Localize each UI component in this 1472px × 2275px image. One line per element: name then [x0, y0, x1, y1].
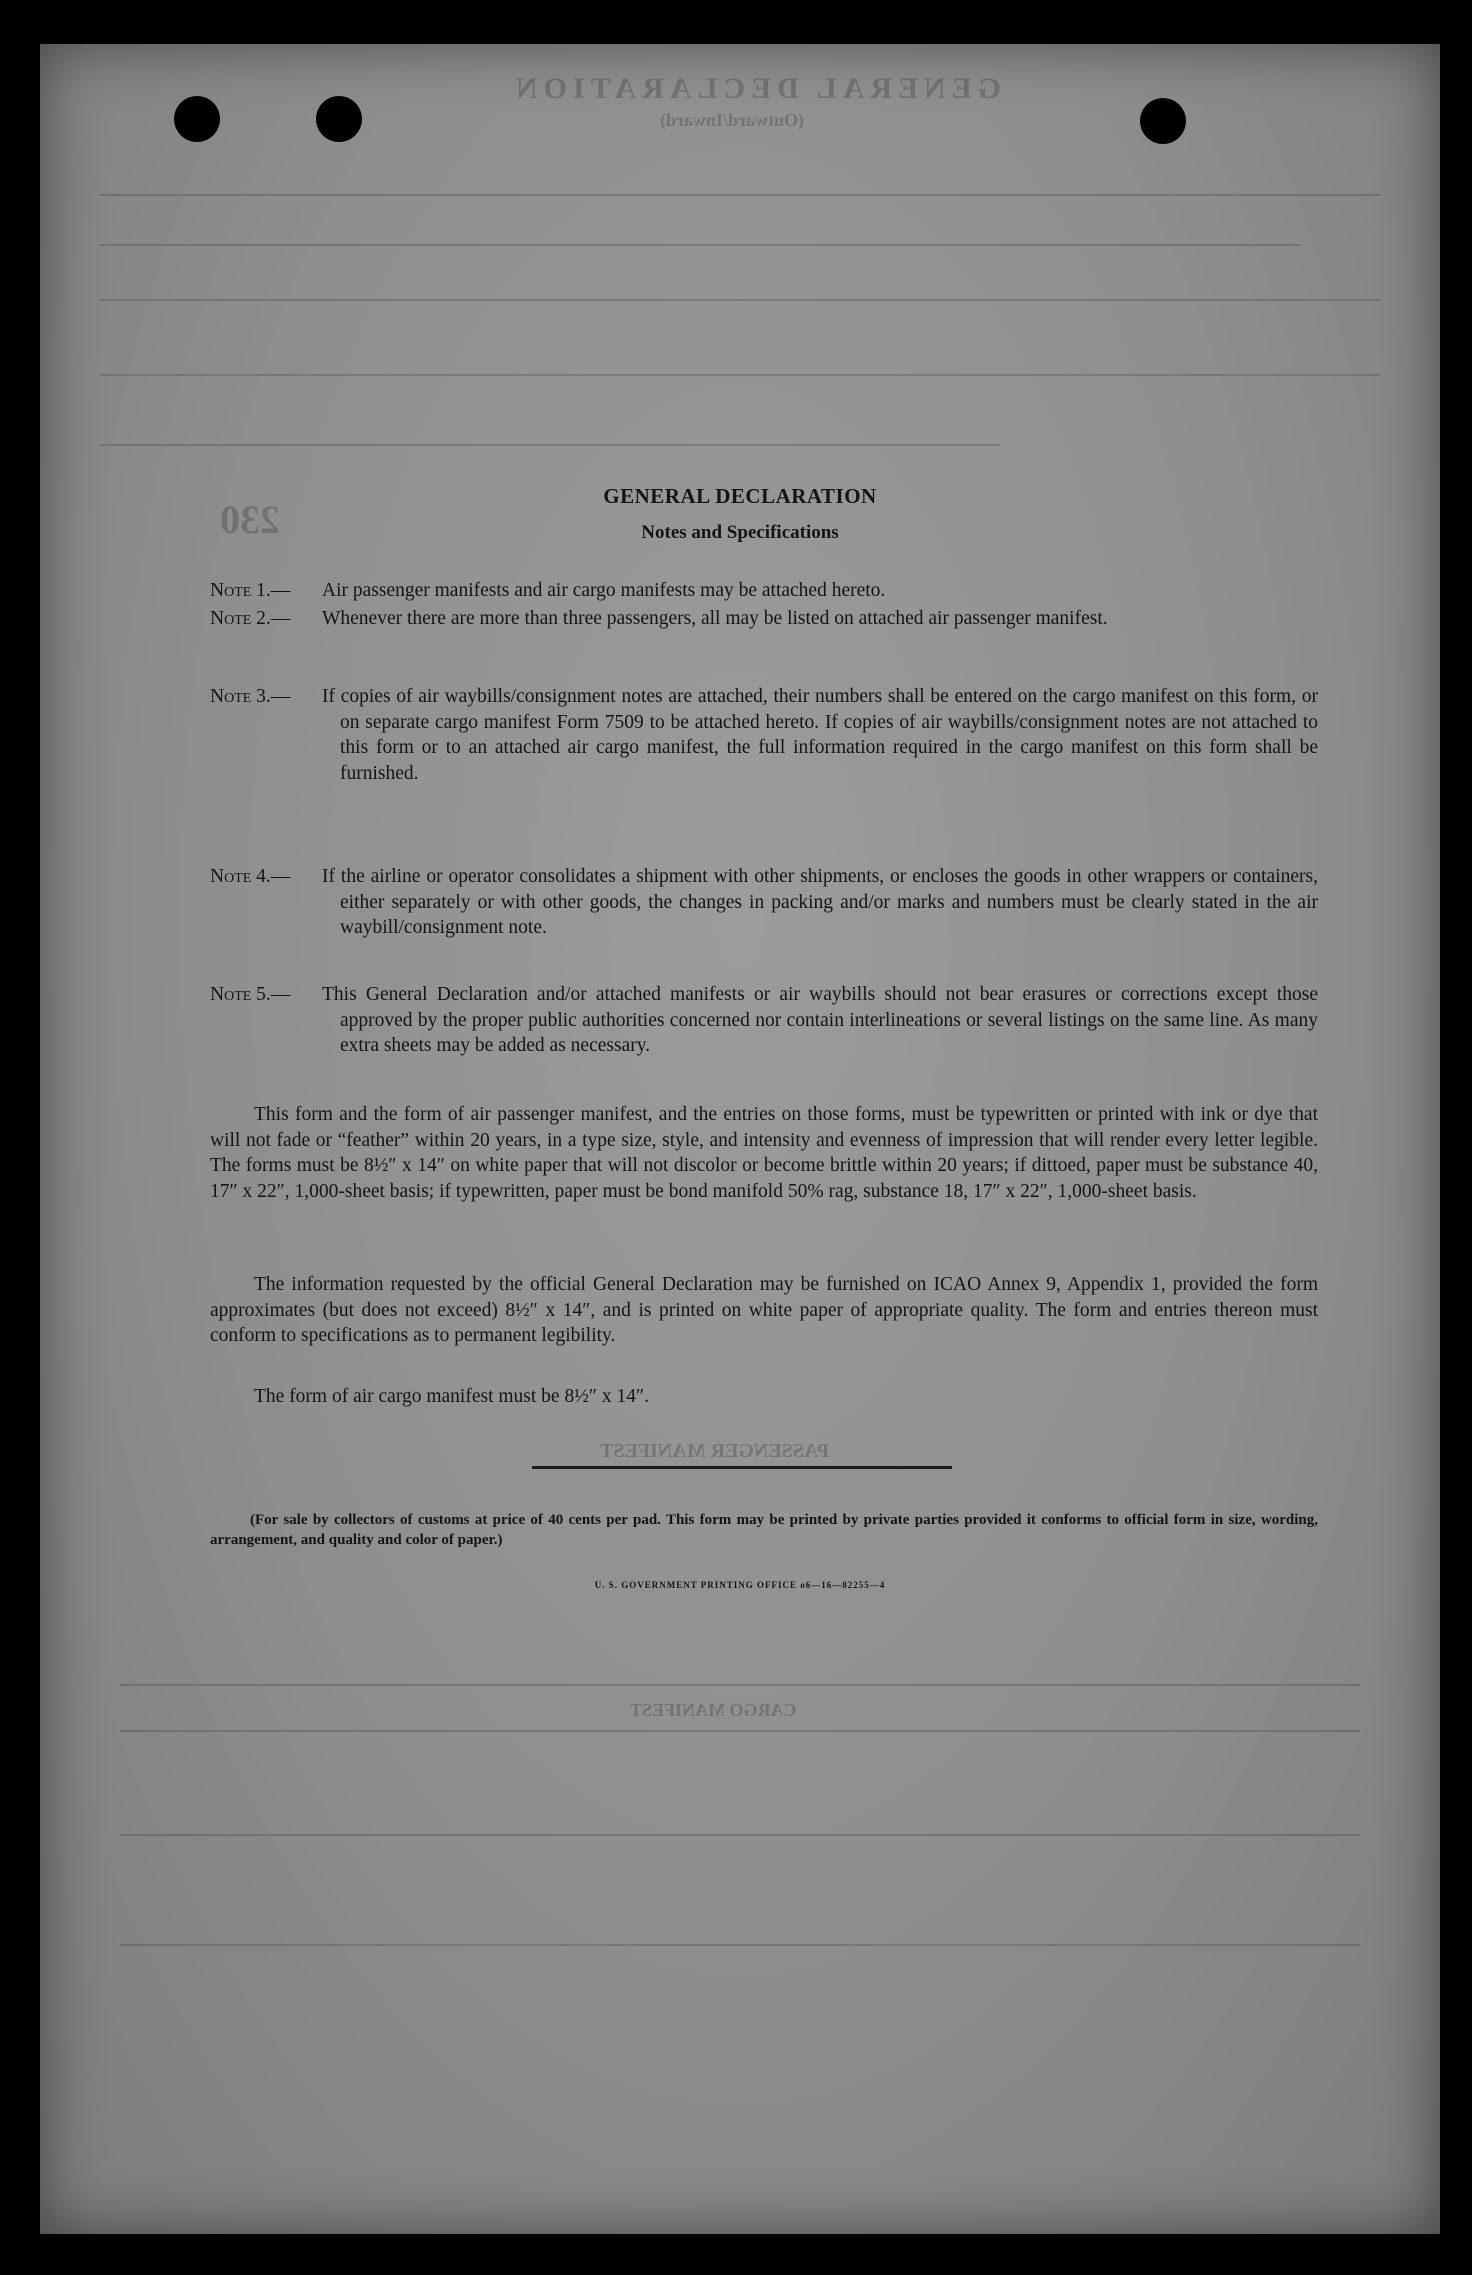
- document-page: [40, 44, 1440, 2234]
- bleed-through-line: [100, 299, 1380, 301]
- note-number: 1.—: [256, 580, 291, 601]
- declaration-title: GENERAL DECLARATION: [603, 484, 877, 508]
- bleed-through-line: [120, 1684, 1360, 1686]
- punch-hole-left: [174, 96, 220, 142]
- note-label: Note: [210, 984, 252, 1005]
- bleed-through-line: [100, 194, 1380, 196]
- bleed-through-line: [120, 1730, 1360, 1732]
- note-label: Note: [210, 608, 252, 629]
- paragraph-cargo-manifest-size: The form of air cargo manifest must be 8½″ x 14″.: [254, 1386, 649, 1407]
- note-4: [210, 864, 1318, 941]
- punch-hole-right: [1140, 98, 1186, 144]
- note-text: Whenever there are more than three passengers, all may be listed on attached air passenger manifest.: [322, 608, 1108, 629]
- bleed-through-line: [120, 1944, 1360, 1946]
- sale-notice: (For sale by collectors of customs at price of 40 cents per pad. This form may be printed by private parties provided it conforms to official form in size, wording, arrangement, and quality and color of paper.): [210, 1512, 1318, 1548]
- paragraph-icao-annex: The information requested by the official General Declaration may be furnished on ICAO Annex 9, Appendix 1, provided the form approximates (but does not exceed) 8½″ x 14″, and is printed on white paper of appropriate quality. The form and entries thereon must conform to specifications as to permanent legibility.: [210, 1274, 1318, 1346]
- bleed-through-subheader: (Outward/Inward): [660, 110, 805, 130]
- note-text: If the airline or operator consolidates a shipment with other shipments, or encloses the goods in other wrappers or containers, either separately or with other goods, the changes in packing and/or marks and numbers must be clearly stated in the air waybill/consignment note.: [322, 866, 1318, 938]
- note-number: 3.—: [256, 686, 291, 707]
- note-label: Note: [210, 686, 252, 707]
- bleed-through-line: [100, 244, 1300, 246]
- bleed-through-header: GENERAL DECLARATION: [510, 72, 1002, 105]
- bleed-through-line: [100, 374, 1380, 376]
- note-2: [210, 606, 1318, 632]
- printing-office-imprint: U. S. GOVERNMENT PRINTING OFFICE o6—16—82255—4: [594, 1580, 886, 1590]
- note-text: Air passenger manifests and air cargo manifests may be attached hereto.: [322, 580, 886, 601]
- note-number: 2.—: [256, 608, 291, 629]
- note-label: Note: [210, 866, 252, 887]
- declaration-subtitle: Notes and Specifications: [641, 522, 839, 543]
- note-3: [210, 684, 1318, 786]
- note-1: [210, 578, 1318, 604]
- note-text: If copies of air waybills/consignment notes are attached, their numbers shall be entered on the cargo manifest on this form, or on separate cargo manifest Form 7509 to be attached hereto. If copies of air waybills/consignment notes are not attached to this form or to an attached air cargo manifest, the full information required in the cargo manifest on this form shall be furnished.: [322, 686, 1318, 784]
- note-label: Note: [210, 580, 252, 601]
- divider-rule: [532, 1466, 952, 1469]
- note-number: 4.—: [256, 866, 291, 887]
- bleed-through-stamp: 230: [220, 497, 280, 542]
- punch-hole-center: [316, 96, 362, 142]
- note-number: 5.—: [256, 984, 291, 1005]
- note-text: This General Declaration and/or attached manifests or air waybills should not bear erasures or corrections except those approved by the proper public authorities concerned nor contain interlineations or several listings on the same line. As many extra sheets may be added as necessary.: [322, 984, 1318, 1056]
- note-5: [210, 982, 1318, 1059]
- bleed-through-line: [100, 444, 1000, 446]
- paragraph-print-requirements: This form and the form of air passenger manifest, and the entries on those forms, must be typewritten or printed with ink or dye that will not fade or “feather” within 20 years, in a type size, style, and intensity and evenness of impression that will render every letter legible. The forms must be 8½″ x 14″ on white paper that will not discolor or become brittle within 20 years; if dittoed, paper must be substance 40, 17″ x 22″, 1,000-sheet basis; if typewritten, paper must be bond manifold 50% rag, substance 18, 17″ x 22″, 1,000-sheet basis.: [210, 1104, 1318, 1202]
- bleed-through-passenger-manifest: PASSENGER MANIFEST: [600, 1440, 830, 1462]
- bleed-through-line: [120, 1834, 1360, 1836]
- bleed-through-cargo-manifest: CARGO MANIFEST: [630, 1700, 797, 1720]
